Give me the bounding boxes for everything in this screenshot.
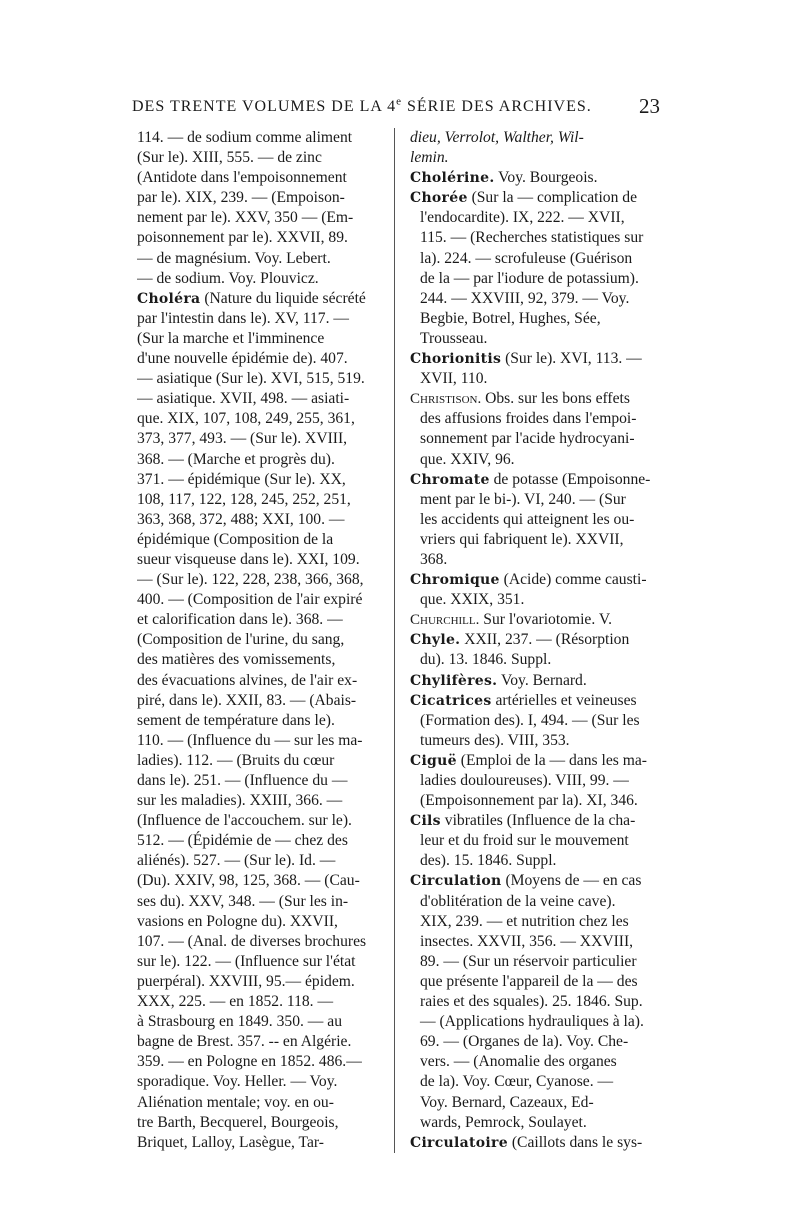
line-text: 368. — (Marche et progrès du). <box>137 450 335 468</box>
line-text: des matières des vomissements, <box>137 651 336 669</box>
entry-headword: Chromate <box>410 471 490 488</box>
line-text: tre Barth, Becquerel, Bourgeois, <box>137 1113 339 1131</box>
text-line <box>410 691 668 711</box>
line-text: XXII, 237. — (Résorption <box>464 631 630 649</box>
line-text: Aliénation mentale; voy. en ou- <box>137 1093 334 1111</box>
text-line <box>410 409 668 429</box>
text-line <box>410 349 668 369</box>
text-line <box>410 731 668 751</box>
text-line <box>410 610 668 630</box>
text-line <box>137 871 385 891</box>
line-text: 368. <box>420 550 448 568</box>
text-line <box>137 409 385 429</box>
text-line <box>410 892 668 912</box>
line-text: Trousseau. <box>420 329 488 347</box>
line-text: artérielles et veineuses <box>495 691 637 709</box>
index-entry <box>410 751 668 811</box>
line-text: l'endocardite). IX, 222. — XVII, <box>420 209 625 227</box>
index-entry <box>410 671 668 691</box>
text-line: lemin. <box>410 149 449 167</box>
entry-headword: Circulation <box>410 873 502 890</box>
entry-headword: Ciguë <box>410 752 457 769</box>
text-line <box>410 791 668 811</box>
line-text: 359. — en Pologne en 1852. 486.— <box>137 1053 362 1071</box>
line-text: (Empoisonnement par la). XI, 346. <box>420 792 638 810</box>
text-line <box>410 992 668 1012</box>
line-text: — (Applications hydrauliques à la). <box>420 1013 644 1031</box>
text-line <box>137 570 385 590</box>
text-line <box>410 871 668 891</box>
text-line <box>410 972 668 992</box>
text-line <box>137 510 385 530</box>
text-line <box>137 128 385 148</box>
entry-headword: Choléra <box>137 290 201 307</box>
line-text: (Antidote dans l'empoisonnement <box>137 169 347 187</box>
text-line <box>137 289 385 309</box>
text-line <box>137 470 385 490</box>
text-line <box>137 309 385 329</box>
line-text: — asiatique (Sur le). XVI, 515, 519. <box>137 370 365 388</box>
entry-headword: Cicatrices <box>410 692 492 709</box>
right-column <box>410 128 668 1153</box>
entry-headword: Chorée <box>410 190 468 207</box>
text-line <box>137 731 385 751</box>
text-line <box>137 691 385 711</box>
line-text: Briquet, Lalloy, Lasègue, Tar- <box>137 1133 324 1151</box>
text-line <box>410 490 668 510</box>
text-line <box>410 249 668 269</box>
line-text: à Strasbourg en 1849. 350. — au <box>137 1013 343 1031</box>
line-text: que. XXIX, 351. <box>420 591 525 609</box>
line-text: — asiatique. XVII, 498. — asiati- <box>137 390 350 408</box>
text-line <box>410 1032 668 1052</box>
line-text: (Influence de l'accouchem. sur le). <box>137 812 352 830</box>
superscript: e <box>396 95 402 108</box>
text-line <box>137 650 385 670</box>
text-line <box>410 1052 668 1072</box>
text-line <box>410 188 668 208</box>
text-line <box>137 671 385 691</box>
line-text: (Caillots dans le sys- <box>511 1133 643 1151</box>
line-text: 115. — (Recherches statistiques sur <box>420 229 644 247</box>
line-text: dans le). 251. — (Influence du — <box>137 772 348 789</box>
text-line <box>137 1032 385 1052</box>
line-text: Voy. Bernard. <box>501 671 587 689</box>
line-text: 400. — (Composition de l'air expiré <box>137 591 363 609</box>
line-text: sueur visqueuse dans le). XXI, 109. <box>137 550 360 568</box>
line-text: leur et du froid sur le mouvement <box>420 832 629 850</box>
line-text: aliénés). 527. — (Sur le). Id. — <box>137 852 336 870</box>
running-header <box>132 92 660 122</box>
text-line <box>137 1133 385 1153</box>
text-line <box>410 228 668 248</box>
text-line <box>410 831 668 851</box>
line-text: 110. — (Influence du — sur les ma- <box>137 731 363 749</box>
line-text: la). 224. — scrofuleuse (Guérison <box>420 249 633 267</box>
text-line <box>410 771 668 791</box>
entry-headword: Cils <box>410 813 441 830</box>
text-line <box>410 1133 668 1153</box>
index-entry <box>410 168 668 188</box>
text-line <box>410 751 668 771</box>
text-line <box>137 791 385 811</box>
line-text: sporadique. Voy. Heller. — Voy. <box>137 1073 338 1091</box>
index-entry <box>410 1133 668 1153</box>
text-line <box>410 168 668 188</box>
text-line <box>137 972 385 992</box>
text-line <box>137 249 385 269</box>
line-text: vasions en Pologne du). XXVII, <box>137 912 338 930</box>
line-text: wards, Pemrock, Soulayet. <box>420 1113 587 1131</box>
line-text: 373, 377, 493. — (Sur le). XVIII, <box>137 430 348 448</box>
text-line <box>137 751 385 771</box>
index-entry <box>410 470 668 570</box>
line-text: (Formation des). I, 494. — (Sur les <box>420 711 640 729</box>
line-text: — (Sur le). 122, 228, 238, 366, 368, <box>137 571 364 589</box>
line-text: des évacuations alvines, de l'air ex- <box>137 671 358 689</box>
text-line <box>410 952 668 972</box>
index-entry <box>410 691 668 751</box>
line-text: Voy. Bernard, Cazeaux, Ed- <box>420 1093 594 1111</box>
text-line <box>410 1093 668 1113</box>
text-line <box>137 711 385 731</box>
line-text: 363, 368, 372, 488; XXI, 100. — <box>137 510 345 528</box>
text-line: dieu, Verrolot, Walther, Wil- <box>410 129 584 146</box>
line-text: des). 15. 1846. Suppl. <box>420 852 557 870</box>
line-text: ladies). 112. — (Bruits du cœur <box>137 751 335 769</box>
line-text: que. XIX, 107, 108, 249, 255, 361, <box>137 410 355 428</box>
line-text: (Moyens de — en cas <box>505 872 642 890</box>
text-line <box>137 771 385 791</box>
text-line <box>137 851 385 871</box>
index-entry <box>410 349 668 389</box>
text-line <box>410 811 668 831</box>
text-line <box>137 1072 385 1092</box>
line-text: 371. — épidémique (Sur le). XX, <box>137 470 346 488</box>
text-line <box>137 952 385 972</box>
text-line <box>137 429 385 449</box>
text-line <box>137 932 385 952</box>
text-line <box>137 1052 385 1072</box>
line-text: insectes. XXVII, 356. — XXVIII, <box>420 932 634 950</box>
text-line <box>137 490 385 510</box>
line-text: 512. — (Épidémie de — chez des <box>137 832 348 850</box>
line-text: (Composition de l'urine, du sang, <box>137 631 345 649</box>
page-number: 23 <box>639 94 660 118</box>
line-text: sonnement par l'acide hydrocyani- <box>420 430 635 448</box>
text-line <box>137 228 385 248</box>
text-line <box>137 912 385 932</box>
line-text: Sur l'ovariotomie. V. <box>483 611 612 629</box>
line-text: vibratiles (Influence de la cha- <box>444 812 636 830</box>
line-text: raies et des squales). 25. 1846. Sup. <box>420 993 643 1011</box>
line-text: 244. — XXVIII, 92, 379. — Voy. <box>420 289 630 307</box>
text-line <box>410 912 668 932</box>
index-entry <box>410 811 668 871</box>
text-line <box>137 530 385 550</box>
text-line <box>137 369 385 389</box>
text-line <box>410 1012 668 1032</box>
text-line <box>410 570 668 590</box>
line-text: XXX, 225. — en 1852. 118. — <box>137 993 334 1011</box>
text-line <box>137 329 385 349</box>
text-line <box>137 892 385 912</box>
text-line <box>410 650 668 670</box>
line-text: bagne de Brest. 357. -- en Algérie. <box>137 1033 352 1051</box>
text-line <box>137 168 385 188</box>
text-line <box>410 671 668 691</box>
index-entry <box>410 570 668 610</box>
line-text: (Acide) comme causti- <box>503 571 647 589</box>
text-line <box>137 811 385 831</box>
line-text: XIX, 239. — et nutrition chez les <box>420 912 629 930</box>
line-text: nement par le). XXV, 350 — (Em- <box>137 209 354 227</box>
line-text: (Sur le). XVI, 113. — <box>505 350 642 368</box>
line-text: que présente l'appareil de la — des <box>420 972 638 990</box>
text-line <box>137 208 385 228</box>
line-text: que. XXIV, 96. <box>420 450 515 468</box>
line-text: Obs. sur les bons effets <box>485 390 630 408</box>
entry-headword: Churchill. <box>410 612 480 629</box>
entry-headword: Circulatoire <box>410 1134 508 1151</box>
text-line <box>410 1072 668 1092</box>
text-line <box>137 1113 385 1133</box>
entry-headword: Chromique <box>410 572 500 589</box>
text-line <box>410 329 668 349</box>
line-text: (Nature du liquide sécrété <box>204 289 366 307</box>
text-line <box>137 610 385 630</box>
line-text: — de sodium. Voy. Plouvicz. <box>137 269 319 287</box>
text-line <box>410 711 668 731</box>
text-line <box>410 510 668 530</box>
index-entry <box>410 188 668 349</box>
line-text: ses du). XXV, 348. — (Sur les in- <box>137 892 349 910</box>
line-text: les accidents qui atteignent les ou- <box>420 510 635 528</box>
line-text: vriers qui fabriquent le). XXVII, <box>420 530 624 548</box>
text-line <box>410 590 668 610</box>
text-line <box>137 188 385 208</box>
line-text: par le). XIX, 239. — (Empoison- <box>137 189 345 207</box>
entry-headword: Chyle. <box>410 632 461 649</box>
text-line <box>410 309 668 329</box>
line-text: ladies douloureuses). VIII, 99. — <box>420 772 629 789</box>
text-line <box>137 550 385 570</box>
line-text: épidémique (Composition de la <box>137 530 334 548</box>
line-text: et calorification dans le). 368. — <box>137 611 343 629</box>
line-text: 108, 117, 122, 128, 245, 252, 251, <box>137 490 351 508</box>
text-line <box>137 1012 385 1032</box>
left-column <box>137 128 395 1153</box>
line-text: du). 13. 1846. Suppl. <box>420 651 552 669</box>
line-text: Voy. Bourgeois. <box>498 169 598 187</box>
line-text: sement de température dans le). <box>137 711 335 729</box>
text-line <box>410 269 668 289</box>
line-text: sur les maladies). XXIII, 366. — <box>137 792 343 810</box>
running-title: DES TRENTE VOLUMES DE LA 4e SÉRIE DES ARCHIVES. <box>132 95 592 115</box>
text-line <box>137 349 385 369</box>
line-text: — de magnésium. Voy. Lebert. <box>137 249 331 267</box>
line-text: (Sur le). XIII, 555. — de zinc <box>137 149 322 167</box>
line-text: 107. — (Anal. de diverses brochures <box>137 932 367 950</box>
text-line <box>137 148 385 168</box>
line-text: 114. — de sodium comme aliment <box>137 129 353 146</box>
text-line <box>410 289 668 309</box>
line-text: vers. — (Anomalie des organes <box>420 1053 617 1071</box>
line-text: de potasse (Empoisonne- <box>493 470 651 488</box>
line-text: ment par le bi-). VI, 240. — (Sur <box>420 490 626 508</box>
line-text: poisonnement par le). XXVII, 89. <box>137 229 348 247</box>
text-line <box>410 450 668 470</box>
line-text: tumeurs des). VIII, 353. <box>420 731 570 749</box>
line-text: (Du). XXIV, 98, 125, 368. — (Cau- <box>137 872 360 890</box>
line-text: de la). Voy. Cœur, Cyanose. — <box>420 1073 614 1091</box>
text-line <box>410 208 668 228</box>
line-text: 69. — (Organes de la). Voy. Che- <box>420 1033 629 1051</box>
line-text: piré, dans le). XXII, 83. — (Abais- <box>137 691 357 709</box>
index-entry <box>410 871 668 1132</box>
text-line <box>137 992 385 1012</box>
index-entry <box>410 610 668 630</box>
index-entry <box>410 630 668 670</box>
text-line <box>410 369 668 389</box>
line-text: puerpéral). XXVIII, 95.— épidem. <box>137 972 355 990</box>
line-text: des affusions froides dans l'empoi- <box>420 410 637 428</box>
line-text: d'une nouvelle épidémie de). 407. <box>137 350 348 368</box>
line-text: de la — par l'iodure de potassium). <box>420 269 639 287</box>
text-line <box>410 470 668 490</box>
line-text: (Sur la — complication de <box>471 189 637 207</box>
entry-headword: Christison. <box>410 391 482 408</box>
text-line <box>137 630 385 650</box>
index-entry <box>410 389 668 469</box>
line-text: Begbie, Botrel, Hughes, Sée, <box>420 309 601 327</box>
text-line <box>410 389 668 409</box>
text-line <box>410 932 668 952</box>
text-line <box>410 429 668 449</box>
text-line <box>410 1113 668 1133</box>
text-line <box>410 630 668 650</box>
entry-headword: Chorionitis <box>410 351 502 368</box>
line-text: d'oblitération de la veine cave). <box>420 892 616 910</box>
text-line <box>137 450 385 470</box>
line-text: XVII, 110. <box>420 370 488 388</box>
text-line <box>137 269 385 289</box>
line-text: sur le). 122. — (Influence sur l'état <box>137 952 356 970</box>
text-line <box>137 1093 385 1113</box>
entry-headword: Cholérine. <box>410 170 495 187</box>
text-line <box>410 851 668 871</box>
line-text: (Sur la marche et l'imminence <box>137 329 325 347</box>
line-text: 89. — (Sur un réservoir particulier <box>420 952 637 970</box>
line-text: (Emploi de la — dans les ma- <box>460 751 647 769</box>
entry-headword: Chylifères. <box>410 672 498 689</box>
text-line <box>137 590 385 610</box>
line-text: par l'intestin dans le). XV, 117. — <box>137 309 349 327</box>
text-line <box>410 530 668 550</box>
text-line <box>410 550 668 570</box>
text-line <box>137 831 385 851</box>
text-line <box>137 389 385 409</box>
